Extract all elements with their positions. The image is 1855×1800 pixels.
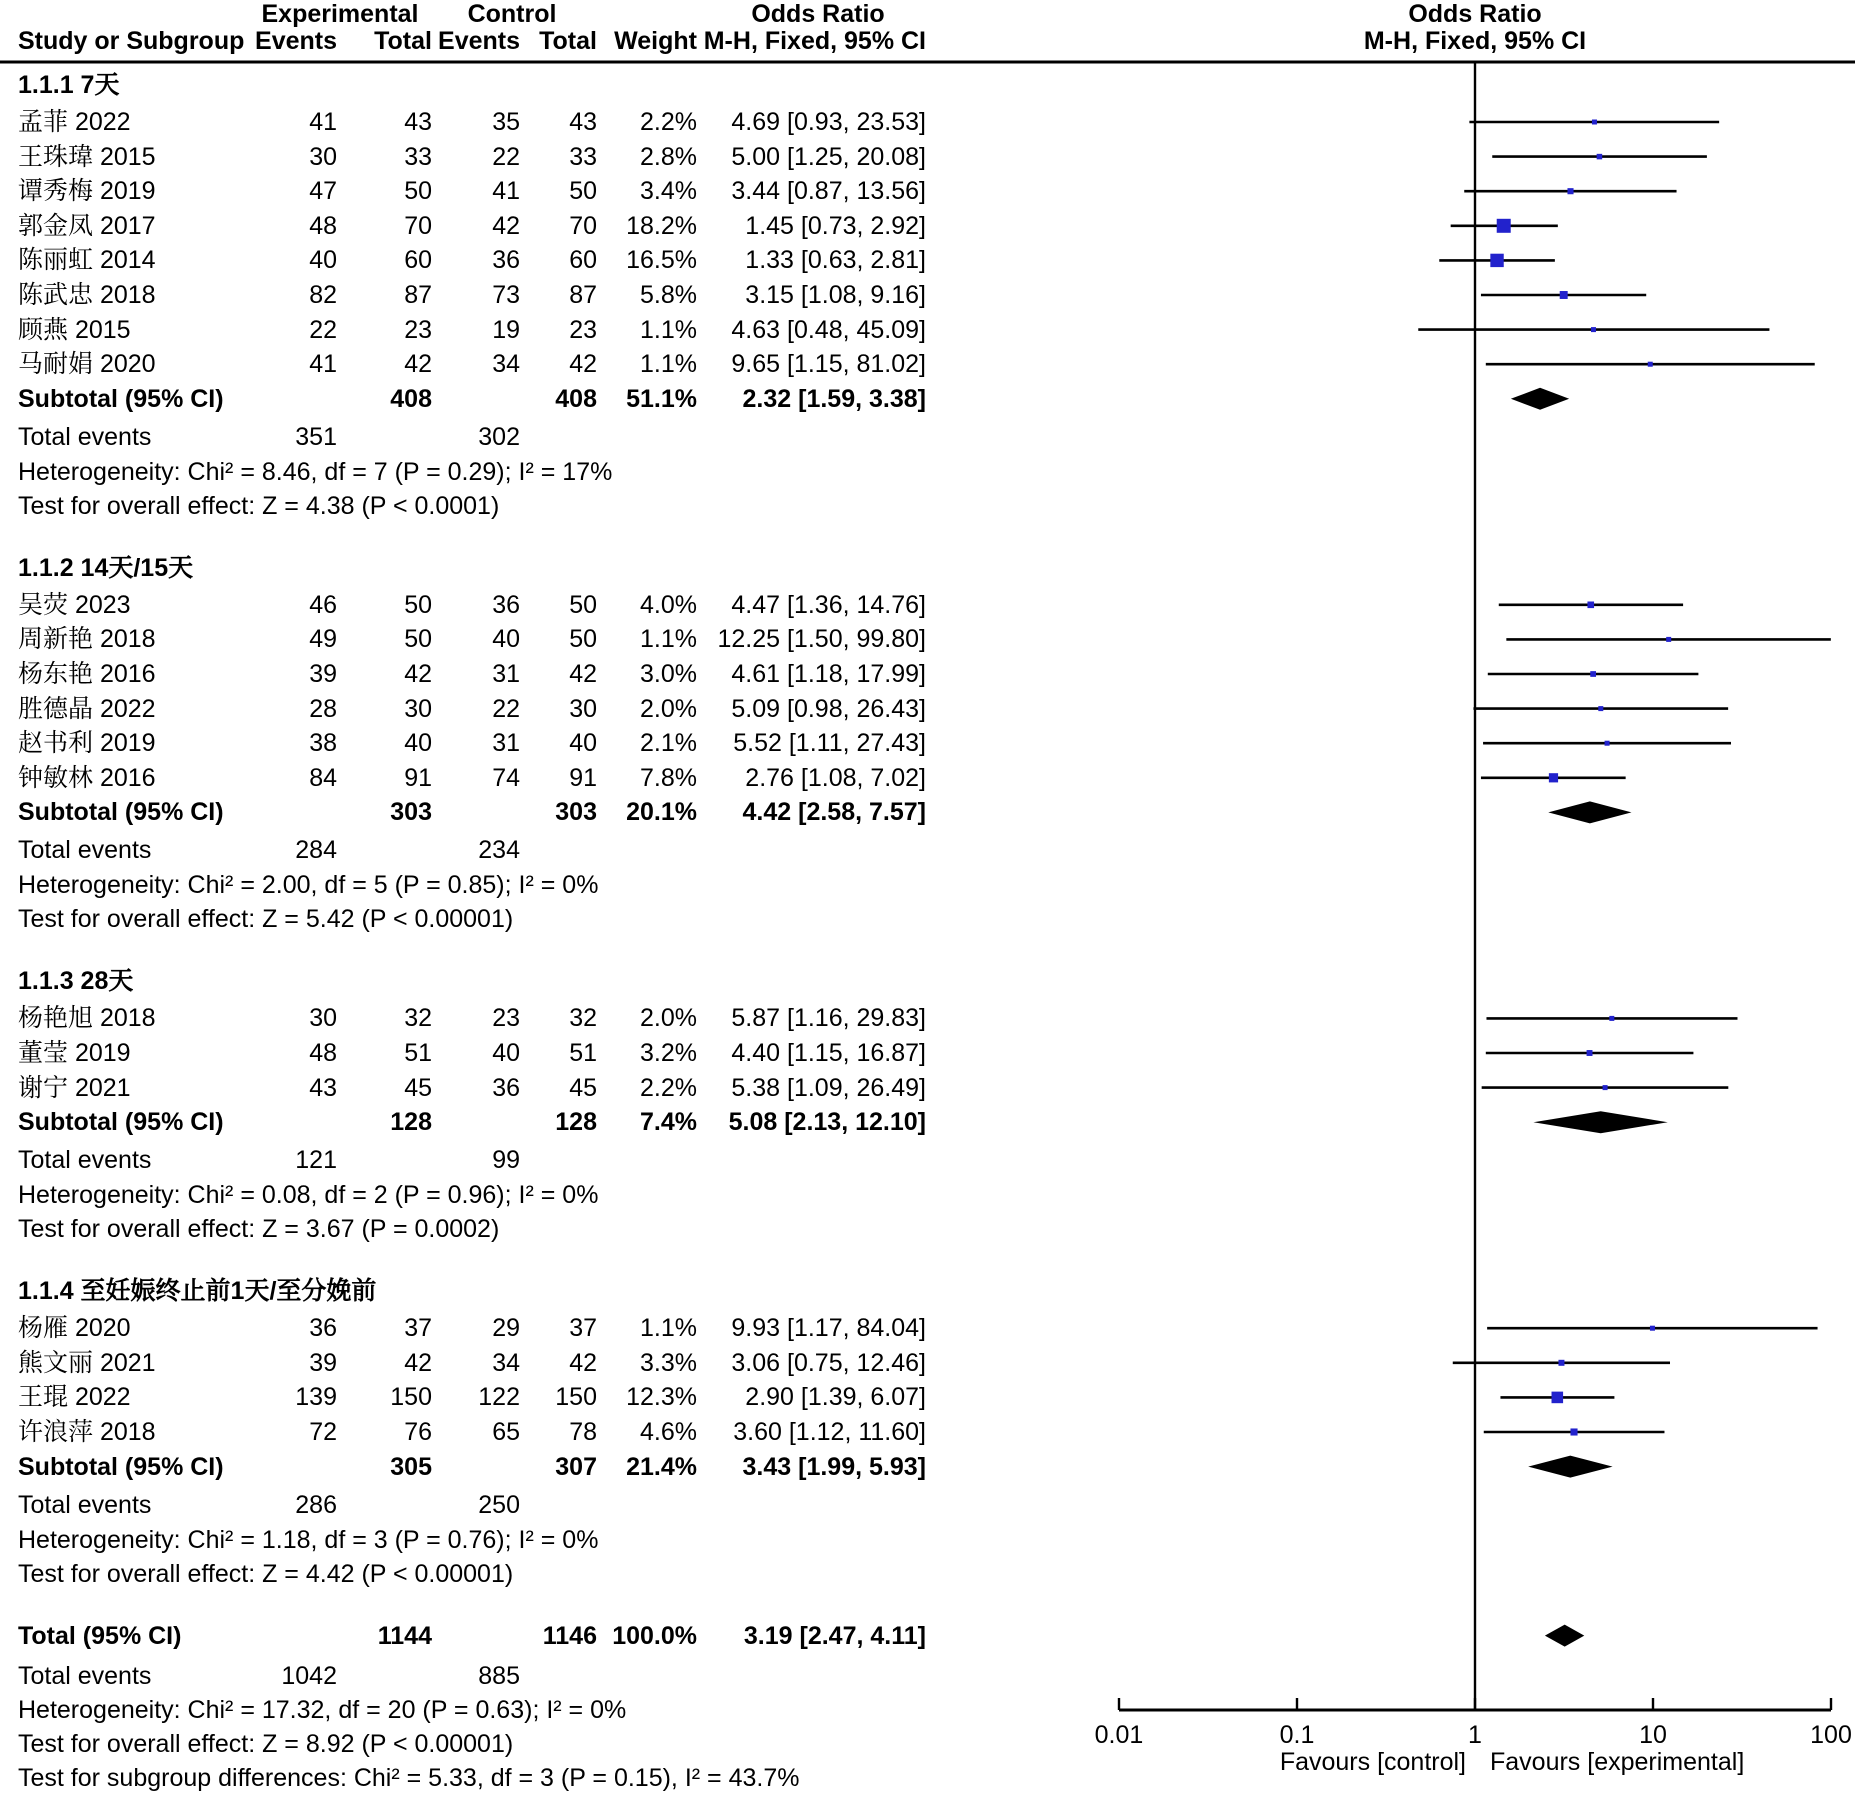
study-name: 董莹 2019 xyxy=(18,1039,131,1067)
study-exp-total: 30 xyxy=(404,695,432,723)
study-exp-total: 42 xyxy=(404,660,432,688)
subtotal-weight: 20.1% xyxy=(626,798,697,826)
or-marker xyxy=(1570,1428,1577,1435)
study-or-ci: 3.15 [1.08, 9.16] xyxy=(745,281,926,309)
subtotal-or-ci: 5.08 [2.13, 12.10] xyxy=(728,1108,926,1136)
study-exp-events: 48 xyxy=(309,1039,337,1067)
subtotal-weight: 7.4% xyxy=(640,1108,697,1136)
study-or-ci: 2.76 [1.08, 7.02] xyxy=(745,764,926,792)
study-ctl-total: 70 xyxy=(569,212,597,240)
study-name: 熊文丽 2021 xyxy=(18,1349,156,1377)
study-or-ci: 9.93 [1.17, 84.04] xyxy=(731,1314,926,1342)
study-ctl-events: 36 xyxy=(492,1074,520,1102)
subgroup-header: 1.1.3 28天 xyxy=(18,967,134,995)
subtotal-exp-total: 128 xyxy=(390,1108,432,1136)
study-name: 周新艳 2018 xyxy=(18,625,156,653)
subtotal-ctl-total: 128 xyxy=(555,1108,597,1136)
study-name: 钟敏林 2016 xyxy=(18,764,156,792)
total-events-label: Total events xyxy=(18,423,152,451)
subtotal-label: Subtotal (95% CI) xyxy=(18,798,224,826)
overall-effect-line: Test for overall effect: Z = 4.38 (P < 0.0001) xyxy=(18,492,500,520)
study-exp-events: 40 xyxy=(309,246,337,274)
study-weight: 12.3% xyxy=(626,1383,697,1411)
total-events-exp: 286 xyxy=(295,1491,337,1519)
study-name: 郭金凤 2017 xyxy=(18,212,156,240)
axis-tick-100: 100 xyxy=(1810,1721,1852,1749)
study-ctl-total: 42 xyxy=(569,350,597,378)
subtotal-label: Subtotal (95% CI) xyxy=(18,1108,224,1136)
study-exp-total: 70 xyxy=(404,212,432,240)
subgroup-header: 1.1.1 7天 xyxy=(18,71,120,99)
subtotal-diamond xyxy=(1511,388,1569,410)
study-name: 陈丽虹 2014 xyxy=(18,246,156,274)
heterogeneity-line: Heterogeneity: Chi² = 8.46, df = 7 (P = 0.29); I² = 17% xyxy=(18,458,613,486)
subtotal-or-ci: 4.42 [2.58, 7.57] xyxy=(742,798,926,826)
study-exp-events: 39 xyxy=(309,1349,337,1377)
heterogeneity-line: Heterogeneity: Chi² = 17.32, df = 20 (P = 0.63); I² = 0% xyxy=(18,1696,627,1724)
study-exp-events: 36 xyxy=(309,1314,337,1342)
study-ctl-total: 33 xyxy=(569,143,597,171)
heterogeneity-line: Heterogeneity: Chi² = 1.18, df = 3 (P = 0.76); I² = 0% xyxy=(18,1526,599,1554)
or-marker xyxy=(1587,602,1594,609)
study-weight: 18.2% xyxy=(626,212,697,240)
study-ctl-events: 22 xyxy=(492,143,520,171)
axis-tick-1: 1 xyxy=(1468,1721,1482,1749)
or-marker xyxy=(1587,1050,1593,1056)
study-name: 杨东艳 2016 xyxy=(18,660,156,688)
study-or-ci: 4.69 [0.93, 23.53] xyxy=(731,108,926,136)
plot-header-or-method: M-H, Fixed, 95% CI xyxy=(1363,27,1587,55)
subtotal-weight: 51.1% xyxy=(626,385,697,413)
study-ctl-events: 36 xyxy=(492,591,520,619)
study-exp-total: 50 xyxy=(404,625,432,653)
study-name: 赵书利 2019 xyxy=(18,729,156,757)
subtotal-exp-total: 303 xyxy=(390,798,432,826)
axis-tick-10: 10 xyxy=(1639,1721,1667,1749)
study-ctl-total: 50 xyxy=(569,177,597,205)
total-events-label: Total events xyxy=(18,836,152,864)
study-exp-total: 45 xyxy=(404,1074,432,1102)
total-events-ctl: 99 xyxy=(492,1146,520,1174)
study-ctl-total: 32 xyxy=(569,1004,597,1032)
study-or-ci: 9.65 [1.15, 81.02] xyxy=(731,350,926,378)
or-marker xyxy=(1609,1016,1614,1021)
total-ctl-total: 1146 xyxy=(542,1622,597,1650)
study-exp-total: 23 xyxy=(404,316,432,344)
or-marker xyxy=(1648,362,1653,367)
or-marker xyxy=(1567,188,1573,194)
study-name: 马耐娟 2020 xyxy=(18,350,156,378)
study-weight: 2.0% xyxy=(640,1004,697,1032)
study-ctl-events: 36 xyxy=(492,246,520,274)
study-or-ci: 5.52 [1.11, 27.43] xyxy=(733,729,926,757)
col-header-study: Study or Subgroup xyxy=(18,27,245,55)
study-ctl-events: 29 xyxy=(492,1314,520,1342)
study-name: 陈武忠 2018 xyxy=(18,281,156,309)
subtotal-weight: 21.4% xyxy=(626,1453,697,1481)
study-ctl-events: 34 xyxy=(492,1349,520,1377)
study-name: 孟菲 2022 xyxy=(18,108,131,136)
study-ctl-total: 30 xyxy=(569,695,597,723)
subtotal-ctl-total: 307 xyxy=(555,1453,597,1481)
subtotal-or-ci: 2.32 [1.59, 3.38] xyxy=(742,385,926,413)
study-exp-total: 60 xyxy=(404,246,432,274)
study-or-ci: 4.47 [1.36, 14.76] xyxy=(731,591,926,619)
total-events-exp: 1042 xyxy=(281,1662,337,1690)
study-exp-total: 33 xyxy=(404,143,432,171)
study-name: 吴荧 2023 xyxy=(18,591,131,619)
study-or-ci: 1.45 [0.73, 2.92] xyxy=(745,212,926,240)
study-ctl-total: 43 xyxy=(569,108,597,136)
study-ctl-total: 60 xyxy=(569,246,597,274)
study-exp-total: 50 xyxy=(404,591,432,619)
study-ctl-total: 40 xyxy=(569,729,597,757)
subtotal-label: Subtotal (95% CI) xyxy=(18,385,224,413)
study-exp-total: 32 xyxy=(404,1004,432,1032)
study-ctl-total: 37 xyxy=(569,1314,597,1342)
study-exp-events: 48 xyxy=(309,212,337,240)
study-exp-total: 43 xyxy=(404,108,432,136)
study-weight: 2.0% xyxy=(640,695,697,723)
study-ctl-events: 73 xyxy=(492,281,520,309)
study-ctl-total: 42 xyxy=(569,1349,597,1377)
study-name: 谭秀梅 2019 xyxy=(18,177,156,205)
study-name: 王琨 2022 xyxy=(18,1383,131,1411)
study-exp-events: 41 xyxy=(309,108,337,136)
subtotal-diamond xyxy=(1528,1456,1612,1478)
or-marker xyxy=(1597,154,1603,160)
study-weight: 5.8% xyxy=(640,281,697,309)
total-events-ctl: 250 xyxy=(478,1491,520,1519)
study-weight: 1.1% xyxy=(640,316,697,344)
study-weight: 2.2% xyxy=(640,1074,697,1102)
col-header-exp-events: Events xyxy=(255,27,337,55)
axis-tick-0.1: 0.1 xyxy=(1279,1721,1315,1749)
total-diamond xyxy=(1545,1625,1584,1647)
study-exp-events: 22 xyxy=(309,316,337,344)
or-marker xyxy=(1497,219,1511,233)
study-weight: 4.0% xyxy=(640,591,697,619)
overall-effect-line: Test for overall effect: Z = 3.67 (P = 0.0002) xyxy=(18,1215,500,1243)
study-ctl-events: 74 xyxy=(492,764,520,792)
subtotal-exp-total: 408 xyxy=(390,385,432,413)
or-marker xyxy=(1552,1392,1564,1404)
or-marker xyxy=(1605,741,1610,746)
study-ctl-total: 150 xyxy=(555,1383,597,1411)
study-exp-events: 84 xyxy=(309,764,337,792)
col-header-ctl-total: Total xyxy=(539,27,597,55)
study-ctl-events: 23 xyxy=(492,1004,520,1032)
subtotal-label: Subtotal (95% CI) xyxy=(18,1453,224,1481)
study-ctl-events: 42 xyxy=(492,212,520,240)
subgroup-differences-line: Test for subgroup differences: Chi² = 5.33, df = 3 (P = 0.15), I² = 43.7% xyxy=(18,1764,800,1792)
favours-control-label: Favours [control] xyxy=(1279,1748,1466,1776)
study-exp-total: 42 xyxy=(404,350,432,378)
study-ctl-events: 31 xyxy=(492,660,520,688)
study-name: 杨艳旭 2018 xyxy=(18,1004,156,1032)
heterogeneity-line: Heterogeneity: Chi² = 0.08, df = 2 (P = 0.96); I² = 0% xyxy=(18,1181,599,1209)
total-events-label: Total events xyxy=(18,1662,152,1690)
col-header-or-method: M-H, Fixed, 95% CI xyxy=(703,27,926,55)
or-marker xyxy=(1592,120,1597,125)
subtotal-or-ci: 3.43 [1.99, 5.93] xyxy=(742,1453,926,1481)
or-marker xyxy=(1603,1085,1608,1090)
study-ctl-events: 40 xyxy=(492,625,520,653)
study-or-ci: 3.06 [0.75, 12.46] xyxy=(731,1349,926,1377)
favours-experimental-label: Favours [experimental] xyxy=(1490,1748,1745,1776)
or-marker xyxy=(1598,706,1603,711)
study-or-ci: 5.87 [1.16, 29.83] xyxy=(731,1004,926,1032)
total-events-ctl: 885 xyxy=(478,1662,520,1690)
study-or-ci: 4.63 [0.48, 45.09] xyxy=(731,316,926,344)
total-events-ctl: 234 xyxy=(478,836,520,864)
study-weight: 1.1% xyxy=(640,350,697,378)
study-or-ci: 4.40 [1.15, 16.87] xyxy=(731,1039,926,1067)
study-weight: 16.5% xyxy=(626,246,697,274)
axis-tick-0.01: 0.01 xyxy=(1094,1721,1144,1749)
study-or-ci: 5.00 [1.25, 20.08] xyxy=(731,143,926,171)
study-ctl-events: 35 xyxy=(492,108,520,136)
study-weight: 3.2% xyxy=(640,1039,697,1067)
col-header-odds-ratio: Odds Ratio xyxy=(751,0,885,28)
study-exp-total: 40 xyxy=(404,729,432,757)
study-weight: 4.6% xyxy=(640,1418,697,1446)
subtotal-exp-total: 305 xyxy=(390,1453,432,1481)
study-ctl-events: 22 xyxy=(492,695,520,723)
total-exp-total: 1144 xyxy=(377,1622,432,1650)
study-exp-events: 30 xyxy=(309,143,337,171)
study-exp-events: 38 xyxy=(309,729,337,757)
study-weight: 3.0% xyxy=(640,660,697,688)
study-ctl-events: 122 xyxy=(478,1383,520,1411)
study-name: 许浪萍 2018 xyxy=(18,1418,156,1446)
study-exp-total: 42 xyxy=(404,1349,432,1377)
study-ctl-events: 65 xyxy=(492,1418,520,1446)
plot-header-odds-ratio: Odds Ratio xyxy=(1408,0,1542,28)
study-exp-total: 50 xyxy=(404,177,432,205)
study-or-ci: 3.44 [0.87, 13.56] xyxy=(731,177,926,205)
total-events-label: Total events xyxy=(18,1146,152,1174)
study-weight: 1.1% xyxy=(640,625,697,653)
study-name: 顾燕 2015 xyxy=(18,316,131,344)
total-weight: 100.0% xyxy=(612,1622,697,1650)
study-ctl-total: 78 xyxy=(569,1418,597,1446)
study-weight: 7.8% xyxy=(640,764,697,792)
total-events-exp: 284 xyxy=(295,836,337,864)
subtotal-ctl-total: 408 xyxy=(555,385,597,413)
subtotal-diamond xyxy=(1533,1111,1667,1133)
study-ctl-events: 41 xyxy=(492,177,520,205)
col-header-control: Control xyxy=(467,0,557,28)
overall-effect-line: Test for overall effect: Z = 8.92 (P < 0.00001) xyxy=(18,1730,514,1758)
study-weight: 3.3% xyxy=(640,1349,697,1377)
study-ctl-total: 50 xyxy=(569,591,597,619)
study-or-ci: 5.38 [1.09, 26.49] xyxy=(731,1074,926,1102)
total-label: Total (95% CI) xyxy=(18,1622,182,1650)
study-exp-events: 139 xyxy=(295,1383,337,1411)
study-ctl-events: 40 xyxy=(492,1039,520,1067)
total-events-exp: 121 xyxy=(295,1146,337,1174)
study-exp-events: 28 xyxy=(309,695,337,723)
study-ctl-total: 23 xyxy=(569,316,597,344)
col-header-ctl-events: Events xyxy=(438,27,520,55)
study-or-ci: 1.33 [0.63, 2.81] xyxy=(745,246,926,274)
study-ctl-total: 91 xyxy=(569,764,597,792)
study-or-ci: 5.09 [0.98, 26.43] xyxy=(731,695,926,723)
study-ctl-events: 34 xyxy=(492,350,520,378)
col-header-experimental: Experimental xyxy=(261,0,419,28)
study-exp-total: 150 xyxy=(390,1383,432,1411)
study-ctl-total: 42 xyxy=(569,660,597,688)
study-ctl-total: 45 xyxy=(569,1074,597,1102)
study-weight: 3.4% xyxy=(640,177,697,205)
study-name: 胜德晶 2022 xyxy=(18,695,156,723)
total-or-ci: 3.19 [2.47, 4.11] xyxy=(743,1622,926,1650)
overall-effect-line: Test for overall effect: Z = 4.42 (P < 0.00001) xyxy=(18,1560,514,1588)
subtotal-ctl-total: 303 xyxy=(555,798,597,826)
study-exp-total: 91 xyxy=(404,764,432,792)
study-name: 王珠瑋 2015 xyxy=(18,143,156,171)
study-exp-total: 37 xyxy=(404,1314,432,1342)
col-header-weight: Weight xyxy=(614,27,697,55)
study-ctl-total: 51 xyxy=(569,1039,597,1067)
study-exp-total: 51 xyxy=(404,1039,432,1067)
or-marker xyxy=(1666,637,1671,642)
study-ctl-events: 31 xyxy=(492,729,520,757)
study-name: 杨雁 2020 xyxy=(18,1314,131,1342)
study-or-ci: 2.90 [1.39, 6.07] xyxy=(745,1383,926,1411)
col-header-exp-total: Total xyxy=(374,27,432,55)
or-marker xyxy=(1549,773,1558,782)
study-exp-events: 49 xyxy=(309,625,337,653)
subgroup-header: 1.1.2 14天/15天 xyxy=(18,554,194,582)
or-marker xyxy=(1490,254,1503,267)
study-weight: 1.1% xyxy=(640,1314,697,1342)
total-events-label: Total events xyxy=(18,1491,152,1519)
study-exp-events: 43 xyxy=(309,1074,337,1102)
subtotal-diamond xyxy=(1548,801,1631,823)
study-or-ci: 3.60 [1.12, 11.60] xyxy=(733,1418,926,1446)
total-events-ctl: 302 xyxy=(478,423,520,451)
study-or-ci: 12.25 [1.50, 99.80] xyxy=(717,625,926,653)
study-exp-total: 87 xyxy=(404,281,432,309)
study-ctl-events: 19 xyxy=(492,316,520,344)
overall-effect-line: Test for overall effect: Z = 5.42 (P < 0.00001) xyxy=(18,905,514,933)
study-exp-events: 39 xyxy=(309,660,337,688)
study-exp-events: 82 xyxy=(309,281,337,309)
study-name: 谢宁 2021 xyxy=(18,1074,131,1102)
study-exp-events: 46 xyxy=(309,591,337,619)
or-marker xyxy=(1560,291,1568,299)
study-exp-events: 47 xyxy=(309,177,337,205)
study-weight: 2.8% xyxy=(640,143,697,171)
or-marker xyxy=(1650,1326,1655,1331)
total-events-exp: 351 xyxy=(295,423,337,451)
study-exp-events: 41 xyxy=(309,350,337,378)
or-marker xyxy=(1558,1360,1564,1366)
heterogeneity-line: Heterogeneity: Chi² = 2.00, df = 5 (P = 0.85); I² = 0% xyxy=(18,871,599,899)
study-ctl-total: 87 xyxy=(569,281,597,309)
study-exp-total: 76 xyxy=(404,1418,432,1446)
study-weight: 2.1% xyxy=(640,729,697,757)
or-marker xyxy=(1591,327,1596,332)
study-weight: 2.2% xyxy=(640,108,697,136)
subgroup-header: 1.1.4 至妊娠终止前1天/至分娩前 xyxy=(18,1277,377,1305)
study-exp-events: 30 xyxy=(309,1004,337,1032)
study-ctl-total: 50 xyxy=(569,625,597,653)
study-exp-events: 72 xyxy=(309,1418,337,1446)
or-marker xyxy=(1590,671,1596,677)
study-or-ci: 4.61 [1.18, 17.99] xyxy=(731,660,926,688)
